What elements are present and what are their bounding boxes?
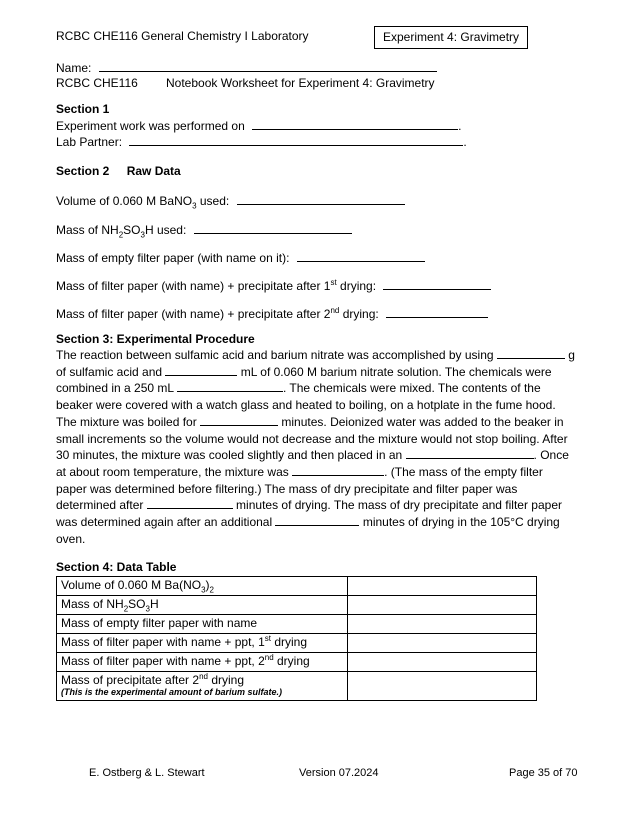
procedure-text: The reaction between sulfamic acid and barium nitrate was accomplished by using	[56, 348, 494, 362]
subscript: 2	[118, 230, 124, 240]
label-text: H	[149, 597, 159, 611]
footer-authors: E. Ostberg & L. Stewart	[89, 767, 205, 779]
procedure-paragraph	[56, 347, 576, 547]
table-row	[57, 577, 537, 596]
table-row	[57, 653, 537, 672]
label-text: Mass of filter paper with name + ppt, 2	[61, 654, 265, 668]
lab-partner-label: Lab Partner:	[56, 135, 123, 149]
name-blank[interactable]	[99, 60, 437, 72]
value-cell-empty-filter[interactable]	[348, 615, 537, 634]
label-text: drying	[207, 673, 245, 687]
section4-heading: Section 4: Data Table	[56, 560, 177, 574]
lab-partner-blank[interactable]	[129, 134, 463, 146]
procedure-text: . Once at about room temperature, the mixture was	[56, 448, 569, 479]
row-label-precipitate	[57, 672, 348, 701]
data-table	[56, 576, 537, 701]
procedure-text: g of sulfamic acid and	[56, 348, 575, 379]
performed-row	[56, 118, 461, 133]
procedure-text: mL of 0.060 M barium nitrate solution. The chemicals were combined in a 250 mL	[56, 364, 552, 396]
superscript: nd	[330, 306, 340, 315]
row-label-first-drying	[57, 634, 348, 653]
footer-version: Version 07.2024	[299, 767, 379, 779]
row-label-empty-filter	[57, 615, 348, 634]
procedure-text: minutes of drying. The mass of dry precipitate and filter paper was determined again after an additional	[56, 498, 562, 530]
label-text: drying	[273, 654, 310, 668]
volume-blank[interactable]	[237, 193, 405, 205]
procedure-text: minutes. Deionized water was added to the beaker in small increments so the volume would not decrease and the mixture would not stop boiling. After 30 minutes, the mixture was cooled slightly and then placed in an	[56, 414, 568, 463]
container-blank[interactable]	[177, 380, 283, 392]
superscript: st	[330, 278, 337, 287]
drying-minutes-blank[interactable]	[147, 497, 233, 509]
mass-empty-blank[interactable]	[297, 250, 425, 262]
label-text: Mass of NH	[61, 597, 124, 611]
procedure-text: . (The mass of the empty filter paper was determined before filtering.) The mass of dry precipitate and filter paper was determined after	[56, 464, 543, 513]
mass-second-label: Mass of filter paper (with name) + precipitate after 2	[56, 307, 331, 321]
mass-nh-label: Mass of NH	[56, 223, 119, 237]
superscript: st	[264, 634, 271, 643]
mass-first-label: Mass of filter paper (with name) + precipitate after 1	[56, 279, 331, 293]
mass-empty-label: Mass of empty filter paper (with name on it):	[56, 251, 290, 265]
procedure-text: minutes of drying in the 105°C drying oven.	[56, 515, 560, 546]
performed-label: Experiment work was performed on	[56, 119, 245, 133]
cooling-blank[interactable]	[406, 447, 534, 459]
label-text: drying	[271, 635, 308, 649]
section2-heading	[56, 164, 181, 178]
mass-first-row	[56, 278, 491, 293]
lab-partner-row	[56, 134, 467, 149]
subscript: 2	[209, 585, 214, 595]
subscript: 3	[145, 604, 150, 614]
value-cell-first-drying[interactable]	[348, 634, 537, 653]
volume-label: Volume of 0.060 M BaNO	[56, 194, 193, 208]
volume-row	[56, 193, 405, 211]
experiment-title-box: Experiment 4: Gravimetry	[374, 26, 528, 49]
label-text: SO	[128, 597, 146, 611]
superscript: nd	[264, 653, 274, 662]
mass-nh-label-mid: SO	[123, 223, 141, 237]
name-row	[56, 60, 437, 75]
table-row	[57, 596, 537, 615]
section3-heading: Section 3: Experimental Procedure	[56, 332, 255, 346]
mass-empty-row	[56, 250, 425, 265]
label-text: Mass of precipitate after 2	[61, 673, 200, 687]
mass-second-label-end: drying:	[339, 307, 379, 321]
mass-second-row	[56, 306, 488, 321]
barium-ml-blank[interactable]	[165, 364, 237, 376]
subscript: 3	[201, 585, 206, 595]
label-text: Volume of 0.060 M Ba(NO	[61, 578, 202, 592]
section2-title: Raw Data	[126, 164, 181, 178]
additional-minutes-blank[interactable]	[275, 514, 359, 526]
value-cell-volume[interactable]	[348, 577, 537, 596]
footer-page: Page 35 of 70	[509, 767, 578, 779]
mixture-action-blank[interactable]	[292, 464, 384, 476]
boil-minutes-blank[interactable]	[200, 414, 278, 426]
course-header: RCBC CHE116 General Chemistry I Laboratory	[56, 29, 309, 43]
superscript: nd	[199, 672, 208, 681]
mass-second-blank[interactable]	[386, 306, 488, 318]
volume-label-end: used:	[196, 194, 230, 208]
table-row	[57, 672, 537, 701]
label-text: )	[205, 578, 210, 592]
period: .	[458, 119, 462, 133]
value-cell-mass-nh[interactable]	[348, 596, 537, 615]
subscript: 3	[192, 201, 197, 211]
course-short: RCBC CHE116	[56, 76, 138, 90]
mass-first-label-end: drying:	[336, 279, 377, 293]
label-text: Mass of filter paper with name + ppt, 1	[61, 635, 265, 649]
worksheet-title: Notebook Worksheet for Experiment 4: Gravimetry	[166, 76, 435, 90]
name-label: Name:	[56, 61, 92, 75]
sulfamic-grams-blank[interactable]	[497, 347, 565, 359]
value-cell-precipitate[interactable]	[348, 672, 537, 701]
mass-nh-row	[56, 222, 352, 240]
procedure-text: . The chemicals were mixed. The contents of the beaker were covered with a watch glass and heated to boiling, on a hotplate in the fume hood. The mixture was boiled for	[56, 381, 556, 429]
period: .	[463, 135, 467, 149]
subscript: 2	[123, 604, 129, 614]
performed-date-blank[interactable]	[252, 118, 458, 130]
section1-heading: Section 1	[56, 102, 110, 116]
table-row	[57, 615, 537, 634]
value-cell-second-drying[interactable]	[348, 653, 537, 672]
mass-nh-blank[interactable]	[194, 222, 352, 234]
row-label-volume	[57, 577, 348, 596]
row-label-mass-nh	[57, 596, 348, 615]
mass-first-blank[interactable]	[383, 278, 491, 290]
table-row	[57, 634, 537, 653]
label-text: Mass of empty filter paper with name	[61, 616, 258, 630]
section2-number: Section 2	[56, 164, 110, 178]
mass-nh-label-end: H used:	[144, 223, 187, 237]
precipitate-note: (This is the experimental amount of barium sulfate.)	[61, 687, 283, 697]
subscript: 3	[140, 230, 145, 240]
row-label-second-drying	[57, 653, 348, 672]
